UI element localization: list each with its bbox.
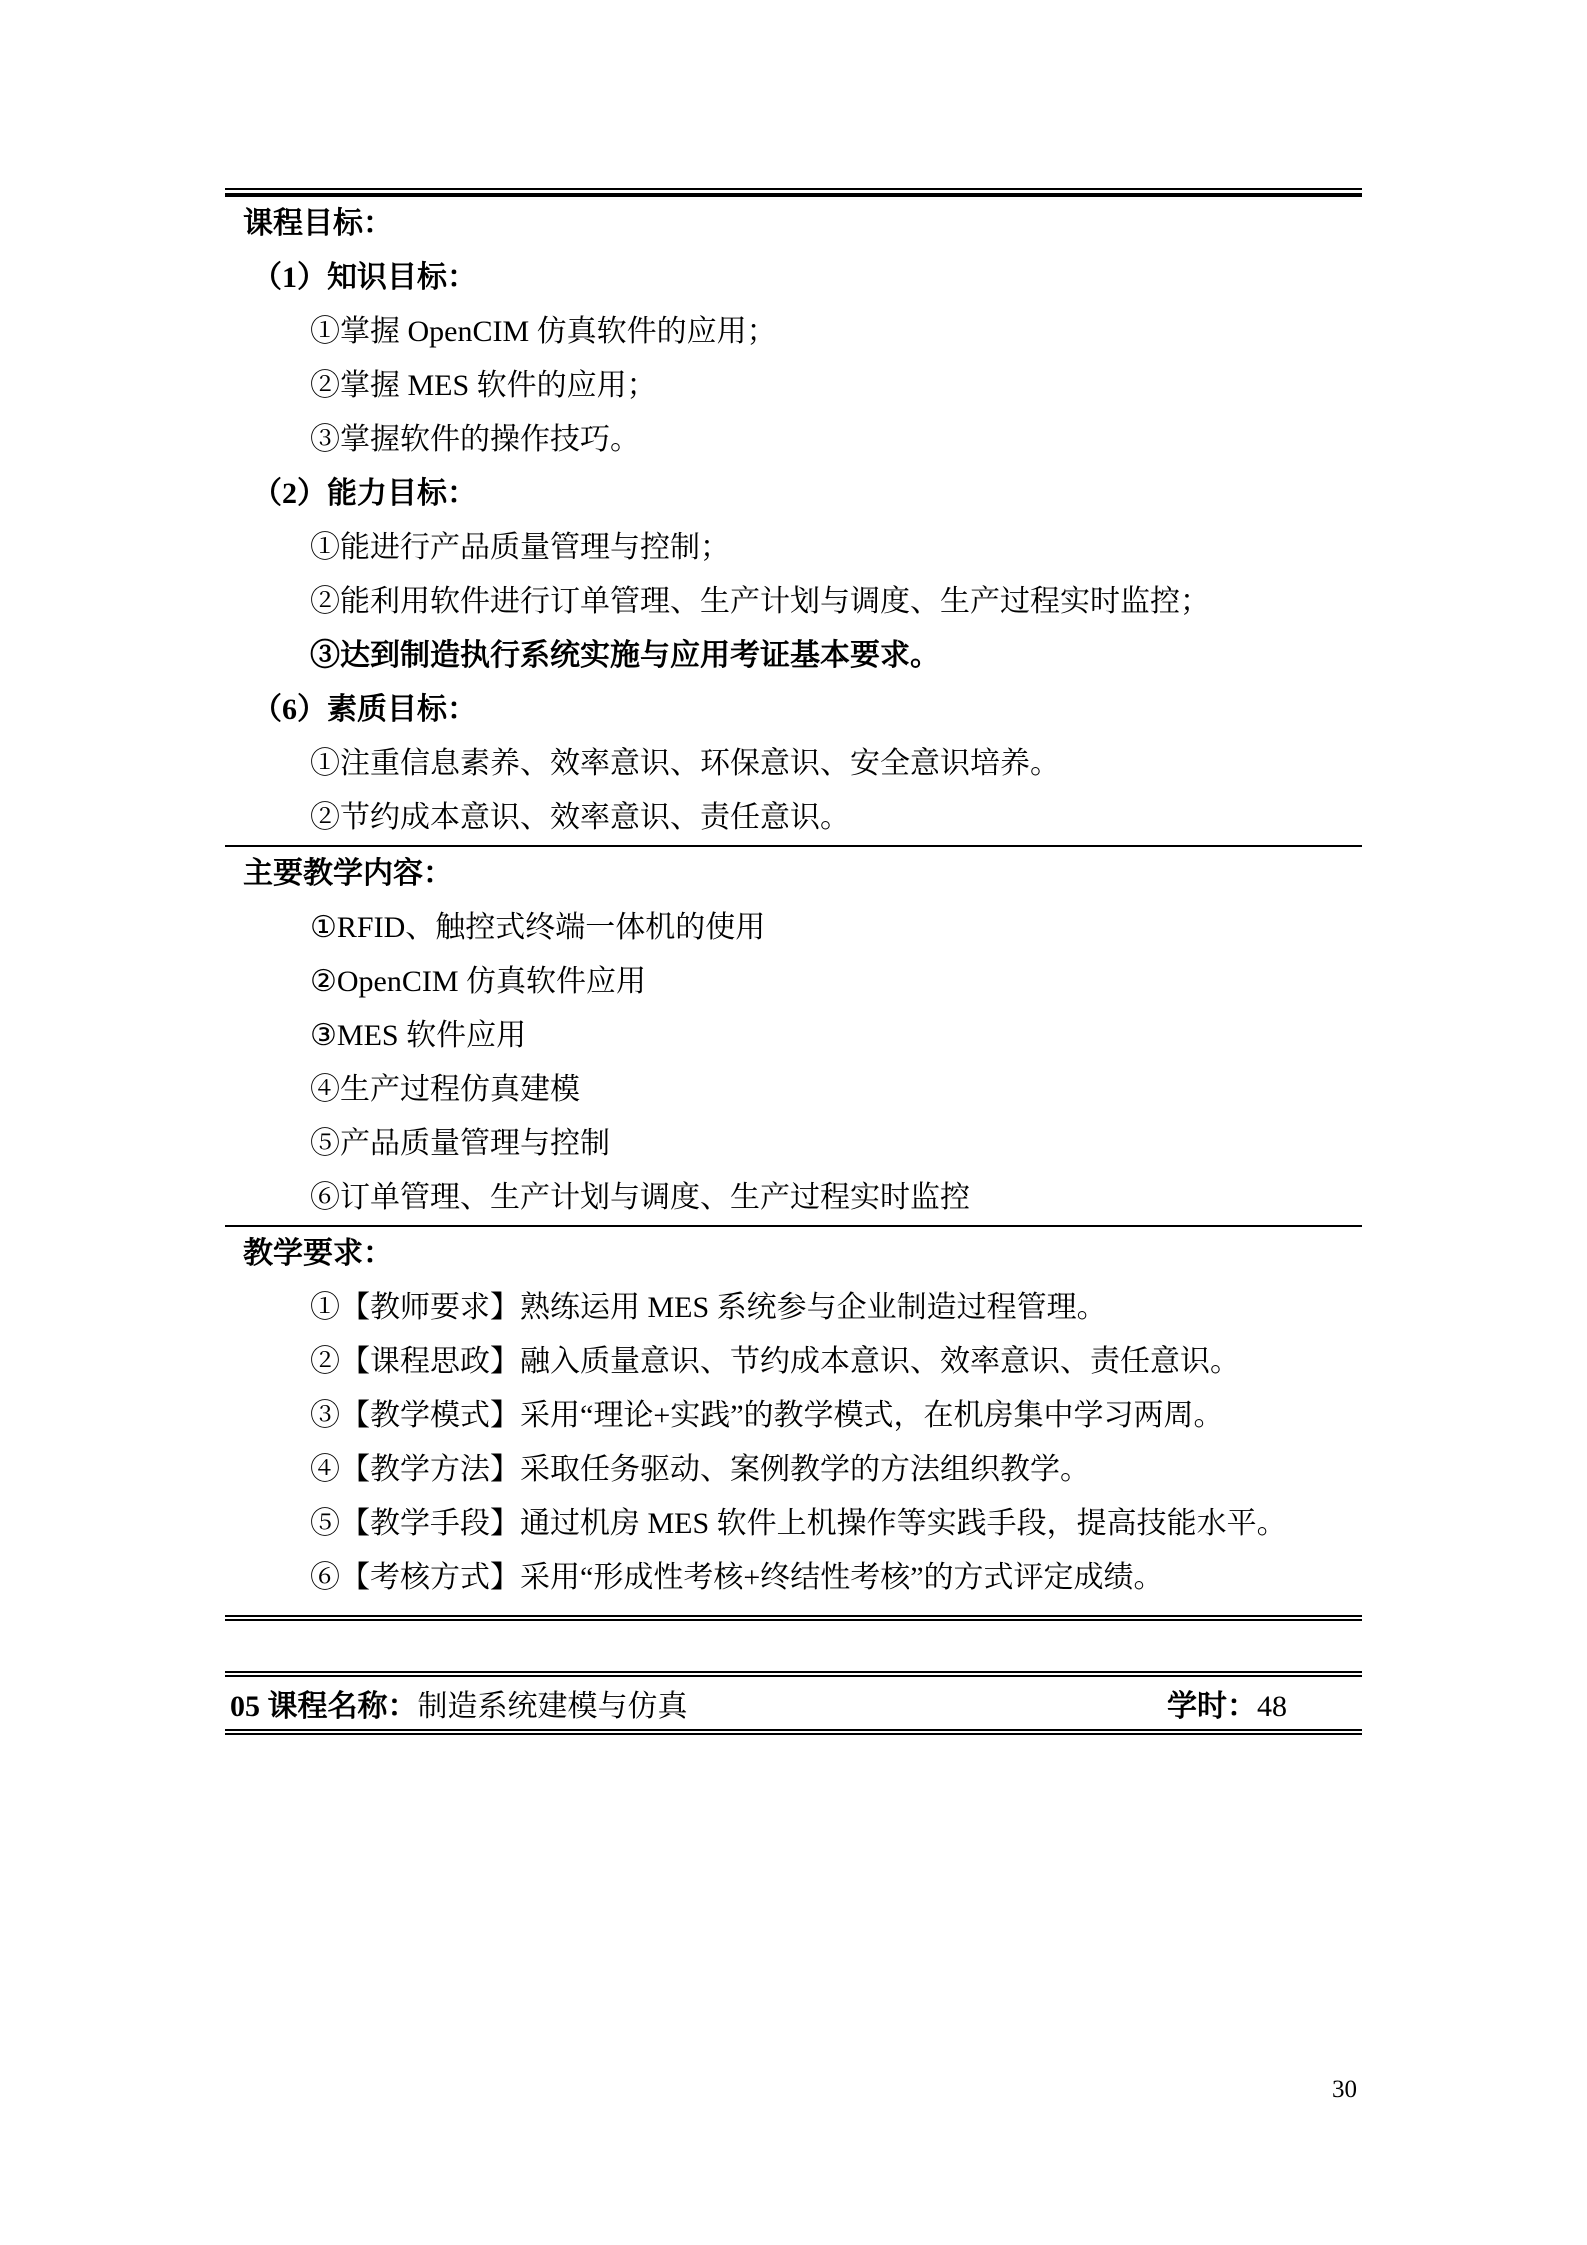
section-teaching-requirements bbox=[225, 1225, 1362, 1615]
course-objectives-line: （2）能力目标： bbox=[252, 477, 477, 510]
empty-spacer-row bbox=[225, 1615, 1362, 1677]
teaching-content-line: ⑥订单管理、生产计划与调度、生产过程实时监控 bbox=[310, 1181, 970, 1214]
teaching-content-line: ④生产过程仿真建模 bbox=[310, 1073, 580, 1106]
teaching-requirements-line: ④【教学方法】采取任务驱动、案例教学的方法组织教学。 bbox=[310, 1453, 1090, 1486]
course-name-value: 制造系统建模与仿真 bbox=[417, 1690, 688, 1723]
course-objectives-line: ①掌握 OpenCIM 仿真软件的应用； bbox=[310, 315, 777, 348]
teaching-content-line: ②OpenCIM 仿真软件应用 bbox=[310, 965, 647, 998]
course-objectives-line: ①注重信息素养、效率意识、环保意识、安全意识培养。 bbox=[310, 747, 1060, 780]
course-objectives-line: ②节约成本意识、效率意识、责任意识。 bbox=[310, 801, 850, 834]
course-objectives-line: ①能进行产品质量管理与控制； bbox=[310, 531, 730, 564]
teaching-requirements-line: 教学要求： bbox=[243, 1237, 393, 1270]
course-objectives-line: ③达到制造执行系统实施与应用考证基本要求。 bbox=[310, 639, 940, 672]
table-top-double-rule bbox=[225, 188, 1362, 197]
section-teaching-content bbox=[225, 845, 1362, 1225]
teaching-content-line: ⑤产品质量管理与控制 bbox=[310, 1127, 610, 1160]
course-objectives-line: （6）素质目标： bbox=[252, 693, 477, 726]
teaching-requirements-line: ⑤【教学手段】通过机房 MES 软件上机操作等实践手段，提高技能水平。 bbox=[310, 1507, 1287, 1540]
course-number-label: 05 课程名称： bbox=[230, 1690, 418, 1723]
section-course-objectives bbox=[225, 197, 1362, 845]
page-number: 30 bbox=[1332, 2076, 1357, 2103]
teaching-requirements-line: ②【课程思政】融入质量意识、节约成本意识、效率意识、责任意识。 bbox=[310, 1345, 1240, 1378]
hours-label: 学时： bbox=[1167, 1690, 1257, 1723]
course-name-row bbox=[225, 1677, 1362, 1735]
hours-value: 48 bbox=[1257, 1690, 1287, 1723]
teaching-content-line: 主要教学内容： bbox=[243, 857, 453, 890]
course-objectives-line: ③掌握软件的操作技巧。 bbox=[310, 423, 640, 456]
course-objectives-line: ②掌握 MES 软件的应用； bbox=[310, 369, 657, 402]
course-name-cell bbox=[225, 1681, 688, 1725]
teaching-requirements-line: ③【教学模式】采用“理论+实践”的教学模式，在机房集中学习两周。 bbox=[310, 1399, 1224, 1432]
course-objectives-line: （1）知识目标： bbox=[252, 261, 477, 294]
teaching-requirements-line: ①【教师要求】熟练运用 MES 系统参与企业制造过程管理。 bbox=[310, 1291, 1107, 1324]
course-syllabus-table bbox=[225, 188, 1362, 1735]
course-hours-cell bbox=[1167, 1681, 1362, 1725]
course-objectives-line: ②能利用软件进行订单管理、生产计划与调度、生产过程实时监控； bbox=[310, 585, 1210, 618]
teaching-requirements-line: ⑥【考核方式】采用“形成性考核+终结性考核”的方式评定成绩。 bbox=[310, 1561, 1164, 1594]
teaching-content-line: ③MES 软件应用 bbox=[310, 1019, 527, 1052]
course-objectives-line: 课程目标： bbox=[243, 207, 393, 240]
teaching-content-line: ①RFID、触控式终端一体机的使用 bbox=[310, 911, 766, 944]
